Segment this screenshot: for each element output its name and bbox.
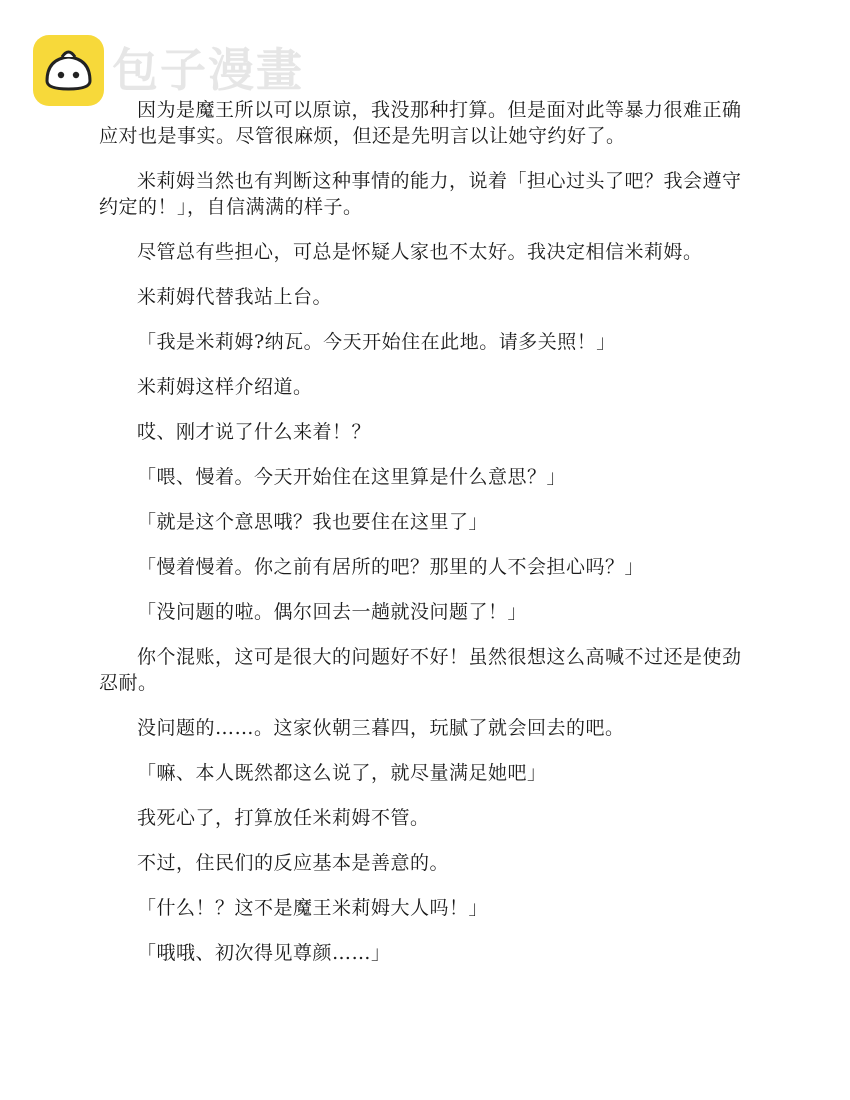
paragraph: 米莉姆当然也有判断这种事情的能力，说着「担心过头了吧？我会遵守约定的！」，自信满满的样子。	[99, 170, 742, 218]
paragraph: 「没问题的啦。偶尔回去一趟就没问题了！」	[137, 601, 528, 623]
paragraph: 没问题的……。这家伙朝三暮四，玩腻了就会回去的吧。	[137, 717, 625, 739]
paragraph: 「慢着慢着。你之前有居所的吧？那里的人不会担心吗？」	[137, 556, 645, 578]
paragraph: 米莉姆代替我站上台。	[137, 286, 333, 308]
paragraph: 米莉姆这样介绍道。	[137, 376, 313, 398]
paragraph: 因为是魔王所以可以原谅，我没那种打算。但是面对此等暴力很难正确应对也是事实。尽管很麻烦，但还是先明言以让她守约好了。	[99, 99, 742, 147]
paragraph: 「喂、慢着。今天开始住在这里算是什么意思？」	[137, 466, 567, 488]
document-body	[99, 97, 749, 985]
paragraph: 「就是这个意思哦？我也要住在这里了」	[137, 511, 489, 533]
paragraph: 我死心了，打算放任米莉姆不管。	[137, 807, 430, 829]
paragraph: 你个混账，这可是很大的问题好不好！虽然很想这么高喊不过还是使劲忍耐。	[99, 646, 742, 694]
paragraph: 不过，住民们的反应基本是善意的。	[137, 852, 450, 874]
paragraph: 「什么！？这不是魔王米莉姆大人吗！」	[137, 897, 489, 919]
paragraph: 「嘛、本人既然都这么说了，就尽量满足她吧」	[137, 762, 547, 784]
paragraph: 哎、刚才说了什么来着！？	[137, 421, 372, 443]
paragraph: 「我是米莉姆?纳瓦。今天开始住在此地。请多关照！」	[137, 331, 616, 353]
paragraph: 尽管总有些担心，可总是怀疑人家也不太好。我决定相信米莉姆。	[137, 241, 703, 263]
bun-mascot-icon	[33, 35, 104, 106]
watermark-logo	[33, 35, 304, 106]
paragraph: 「哦哦、初次得见尊颜……」	[137, 942, 391, 964]
watermark-brand-text: 包子漫畫	[112, 43, 304, 97]
